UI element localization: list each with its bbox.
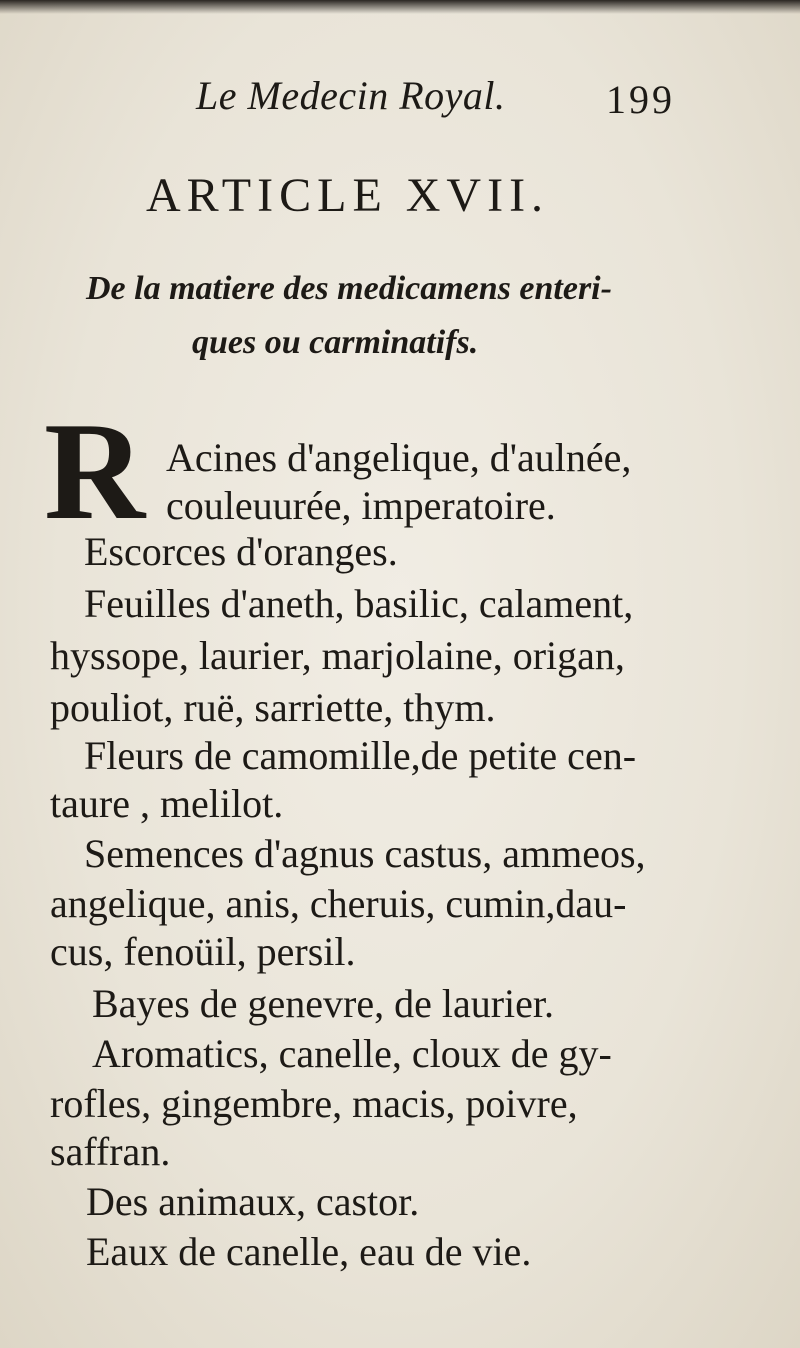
text-line: Eaux de canelle, eau de vie. (86, 1229, 532, 1274)
running-title: Le Medecin Royal. (196, 73, 506, 118)
text-line: couleuurée, imperatoire. (166, 483, 556, 528)
article-heading: ARTICLE XVII. (146, 169, 550, 222)
text-line: saffran. (50, 1129, 171, 1174)
text-line: taure , melilot. (50, 781, 284, 826)
article-subtitle-line-2: ques ou carminatifs. (192, 324, 479, 361)
article-subtitle-line-1: De la matiere des medicamens enteri- (86, 270, 612, 307)
text-line: hyssope, laurier, marjolaine, origan, (50, 633, 625, 678)
drop-cap: R (44, 394, 146, 549)
text-line: Escorces d'oranges. (84, 529, 398, 574)
page-number: 199 (606, 77, 675, 122)
text-line: cus, fenoüil, persil. (50, 929, 356, 974)
text-line: Acines d'angelique, d'aulnée, (166, 435, 632, 480)
text-line: angelique, anis, cheruis, cumin,dau- (50, 881, 627, 926)
text-line: Bayes de genevre, de laurier. (92, 981, 555, 1026)
text-line: Fleurs de camomille,de petite cen- (84, 733, 637, 778)
page-edge-shadow (0, 0, 800, 14)
text-line: rofles, gingembre, macis, poivre, (50, 1081, 578, 1126)
text-line: Des animaux, castor. (86, 1179, 420, 1224)
text-line: pouliot, ruë, sarriette, thym. (50, 685, 496, 730)
text-line: Aromatics, canelle, cloux de gy- (92, 1031, 612, 1076)
text-line: Semences d'agnus castus, ammeos, (84, 831, 646, 876)
text-line: Feuilles d'aneth, basilic, calament, (84, 581, 634, 626)
